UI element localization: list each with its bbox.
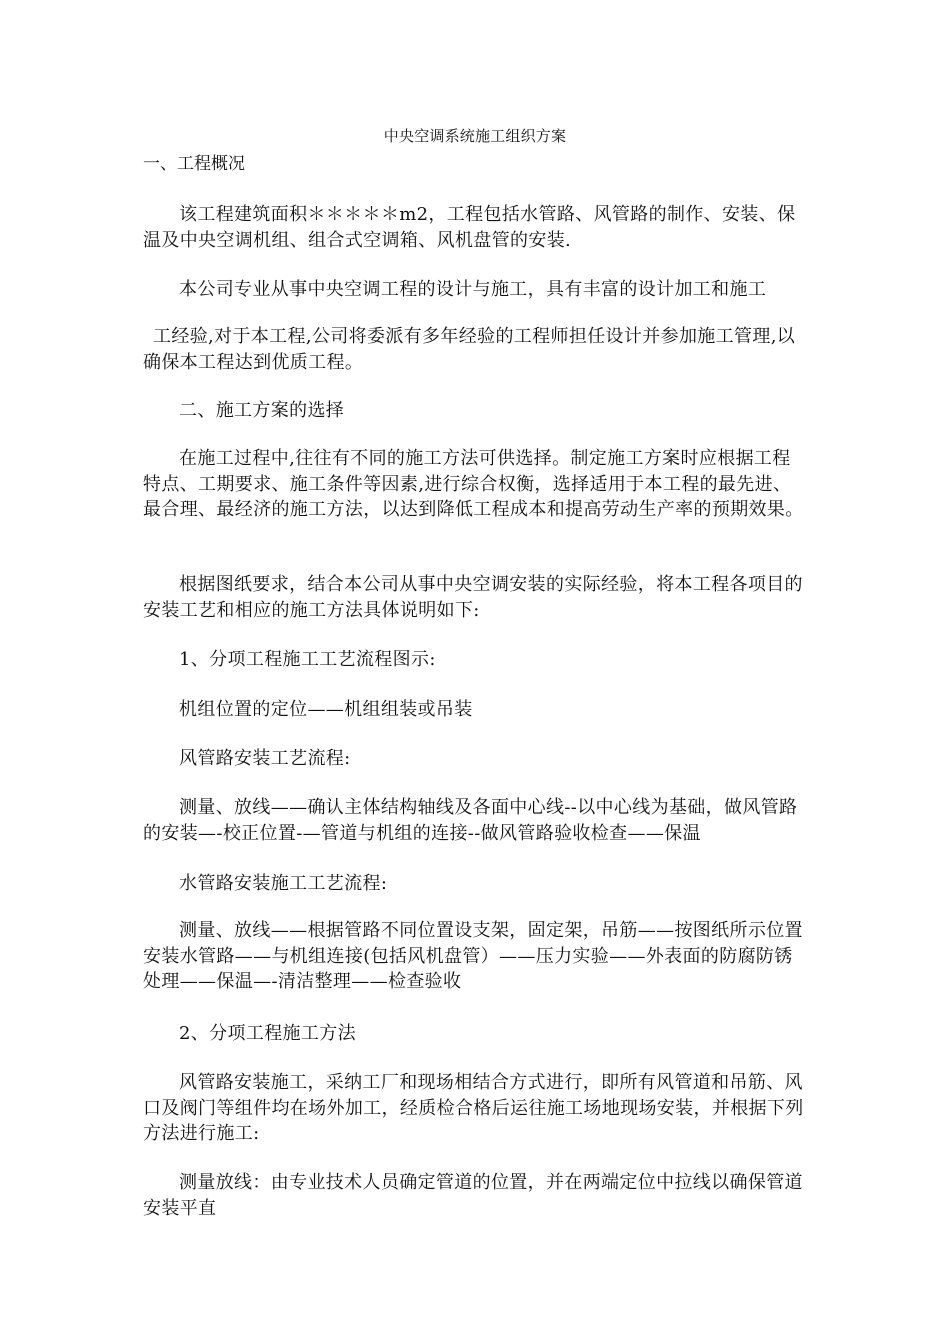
paragraph-air-duct-steps: 测量、放线——确认主体结构轴线及各面中心线--以中心线为基础，做风管路的安装—-校正位置-—管道与机组的连接--做风管路验收检查——保温 [143,797,798,844]
paragraph-surveying: 测量放线：由专业技术人员确定管道的位置，并在两端定位中拉线以确保管道安装平直 [143,1172,803,1219]
paragraph-water-pipe-steps: 测量、放线——根据管路不同位置设支架，固定架，吊筋——按图纸所示位置安装水管路——与机组连接(包括风机盘管）——压力实验——外表面的防腐防锈处理——保温—-清洁整理——检查验收 [143,920,803,992]
subheading-water-pipe-flow: 水管路安装施工工艺流程: [179,873,388,894]
paragraph-air-duct-installation: 风管路安装施工，采纳工厂和现场相结合方式进行，即所有风管道和吊筋、风口及阀门等组件均在场外加工，经质检合格后运往施工场地现场安装，并根据下列方法进行施工: [143,1072,804,1144]
paragraph-company-intro: 本公司专业从事中央空调工程的设计与施工，具有丰富的设计加工和施工 [179,279,767,300]
paragraph-unit-positioning: 机组位置的定位——机组组装或吊装 [179,699,473,720]
paragraph-method-selection: 在施工过程中,往往有不同的施工方法可供选择。制定施工方案时应根据工程特点、工期要求、施工条件等因素,进行综合权衡，选择适用于本工程的最先进、最合理、最经济的施工方法，以达到降低工程成本和提高劳动生产率的预期效果。 [143,448,804,520]
paragraph-experience: 工经验,对于本工程,公司将委派有多年经验的工程师担任设计并参加施工管理,以确保本工程达到优质工程。 [143,326,796,373]
subheading-air-duct-flow: 风管路安装工艺流程: [179,748,351,769]
subheading-construction-methods: 2、分项工程施工方法 [179,1023,356,1044]
paragraph-project-scope: 该工程建筑面积＊＊＊＊＊m2，工程包括水管路、风管路的制作、安装、保温及中央空调机组、组合式空调箱、风机盘管的安装. [143,204,796,251]
section-heading-plan-selection: 二、施工方案的选择 [179,400,345,421]
subheading-process-flow: 1、分项工程施工工艺流程图示: [179,649,436,670]
paragraph-drawing-requirements: 根据图纸要求，结合本公司从事中央空调安装的实际经验，将本工程各项目的安装工艺和相应的施工方法具体说明如下: [143,574,803,621]
section-heading-overview: 一、工程概况 [143,154,245,174]
document-title: 中央空调系统施工组织方案 [383,127,567,145]
